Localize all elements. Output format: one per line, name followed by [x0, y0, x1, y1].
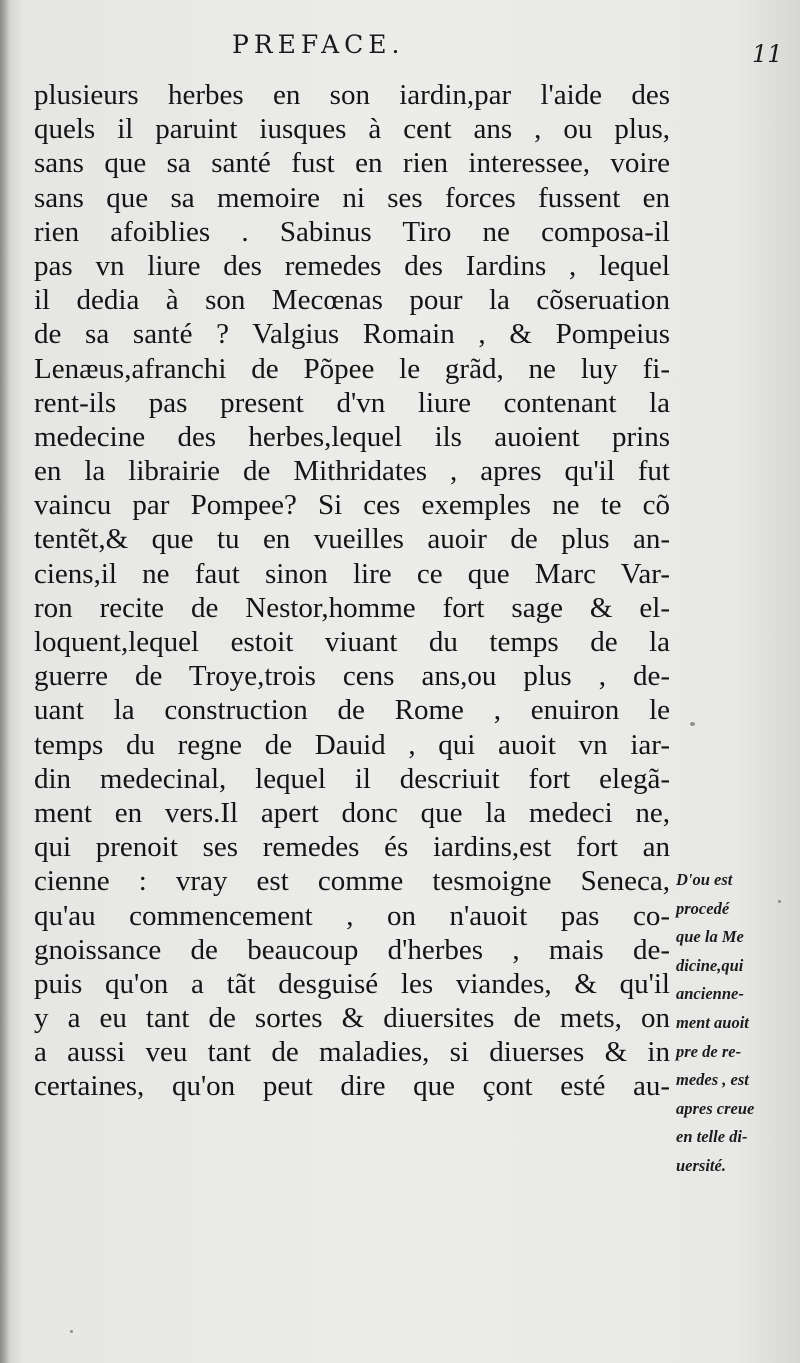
text-line: guerre de Troye,trois cens ans,ou plus , de-: [34, 660, 670, 693]
ink-speck: [778, 900, 781, 903]
text-line: ron recite de Nestor,homme fort sage & el-: [34, 591, 670, 624]
marginal-note-line: ancienne-: [676, 984, 744, 1004]
text-line: tentẽt,& que tu en vueilles auoir de plus an-: [34, 523, 670, 556]
body-text: [34, 78, 670, 1104]
ink-speck: [70, 1330, 73, 1333]
text-line: ment en vers.Il apert donc que la medeci ne,: [34, 796, 670, 829]
text-line: y a eu tant de sortes & diuersites de mets, on: [34, 1002, 670, 1035]
text-line: certaines, qu'on peut dire que çont esté au-: [34, 1070, 670, 1103]
text-line: ciens,il ne faut sinon lire ce que Marc Var-: [34, 557, 670, 590]
marginal-note: [676, 866, 794, 1181]
text-line: rien afoiblies . Sabinus Tiro ne composa-il: [34, 215, 670, 248]
ink-speck: [690, 722, 695, 726]
marginal-note-line: que la Me: [676, 927, 744, 947]
text-line: puis qu'on a tãt desguisé les viandes, & qu'il: [34, 967, 670, 1000]
marginal-note-line: medes , est: [676, 1070, 749, 1090]
running-head: PREFACE.: [232, 30, 405, 59]
text-line: en la librairie de Mithridates , apres qu'il fut: [34, 455, 670, 488]
text-line: vaincu par Pompee? Si ces exemples ne te cõ: [34, 489, 670, 522]
text-line: temps du regne de Dauid , qui auoit vn iar-: [34, 728, 670, 761]
text-line: rent-ils pas present d'vn liure contenant la: [34, 386, 670, 419]
text-line: sans que sa memoire ni ses forces fussent en: [34, 181, 670, 214]
text-line: medecine des herbes,lequel ils auoient prins: [34, 420, 670, 453]
marginal-note-line: pre de re-: [676, 1041, 742, 1061]
text-line: uant la construction de Rome , enuiron le: [34, 694, 670, 727]
marginal-note-line: apres creue: [676, 1098, 755, 1118]
text-line: plusieurs herbes en son iardin,par l'aide des: [34, 79, 670, 111]
text-line: cienne : vray est comme tesmoigne Seneca,: [34, 865, 670, 898]
text-line: quels il paruint iusques à cent ans , ou plus,: [34, 113, 670, 146]
marginal-note-line: procedé: [676, 898, 730, 918]
text-line: Lenæus,afranchi de Põpee le grãd, ne luy fi-: [34, 352, 670, 385]
text-line: qui prenoit ses remedes és iardins,est fort an: [34, 831, 670, 864]
text-line: sans que sa santé fust en rien interessee, voire: [34, 147, 670, 180]
marginal-note-line: uersité.: [676, 1155, 726, 1175]
marginal-note-line: ment auoit: [676, 1012, 749, 1032]
text-line: din medecinal, lequel il descriuit fort elegã-: [34, 762, 670, 795]
text-line: qu'au commencement , on n'auoit pas co-: [34, 899, 670, 932]
page-number: 11: [752, 40, 783, 68]
marginal-note-line: dicine,qui: [676, 955, 744, 975]
marginal-note-line: D'ou est: [676, 870, 733, 889]
text-line: gnoissance de beaucoup d'herbes , mais de-: [34, 933, 670, 966]
text-line: il dedia à son Mecœnas pour la cõseruation: [34, 284, 670, 317]
text-line: loquent,lequel estoit viuant du temps de la: [34, 626, 670, 658]
text-line: pas vn liure des remedes des Iardins , lequel: [34, 249, 670, 282]
text-line: de sa santé ? Valgius Romain , & Pompeius: [34, 318, 670, 351]
text-line: a aussi veu tant de maladies, si diuerses & in: [34, 1036, 670, 1069]
marginal-note-line: en telle di-: [676, 1127, 748, 1147]
